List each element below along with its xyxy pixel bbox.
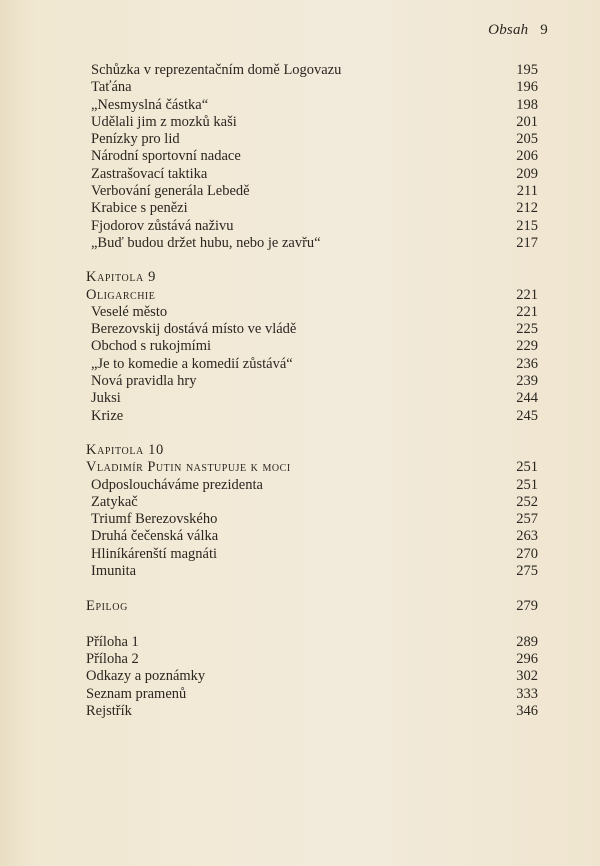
toc-entry: Schůzka v reprezentačním domě Logovazu 195 bbox=[91, 62, 538, 78]
toc-entry: Triumf Berezovského 257 bbox=[91, 511, 538, 528]
toc-entry: „Nesmyslná částka“ 198 bbox=[91, 96, 538, 113]
toc-entry: Odposloucháváme prezidenta 251 bbox=[91, 476, 538, 493]
toc-chapter-9 bbox=[86, 269, 538, 425]
toc-section-continued bbox=[86, 62, 538, 252]
toc-entry: Krize 245 bbox=[91, 407, 538, 424]
toc-entry: Penízky pro lid 205 bbox=[91, 131, 538, 148]
toc-entry: Rejstřík 346 bbox=[86, 702, 538, 719]
chapter-heading: Kapitola 10 bbox=[86, 441, 164, 458]
toc-epilog: Epilog 279 bbox=[86, 598, 538, 615]
toc-entry: „Buď budou držet hubu, nebo je zavřu“ 217 bbox=[91, 234, 538, 251]
chapter-title: Oligarchie 221 bbox=[86, 286, 538, 303]
toc-entry: Nová pravidla hry 239 bbox=[91, 373, 538, 390]
toc-entry: Krabice s penězi 212 bbox=[91, 200, 538, 217]
toc-entry: Hliníkárenští magnáti 270 bbox=[91, 545, 538, 562]
toc-entry: Druhá čečenská válka 263 bbox=[91, 528, 538, 545]
toc-entry: Obchod s rukojmími 229 bbox=[91, 338, 538, 355]
toc-entry: Příloha 2 296 bbox=[86, 650, 538, 667]
toc-entry: Juksi 244 bbox=[91, 390, 538, 407]
chapter-heading: Kapitola 9 bbox=[86, 269, 156, 286]
toc-back-matter bbox=[86, 634, 538, 720]
running-head-page-number: 9 bbox=[540, 22, 548, 38]
toc-entry: Zatykač 252 bbox=[91, 493, 538, 510]
toc-entry: Imunita 275 bbox=[91, 563, 538, 580]
table-of-contents bbox=[86, 62, 538, 720]
toc-chapter-10 bbox=[86, 442, 538, 580]
toc-entry: Fjodorov zůstává naživu 215 bbox=[91, 217, 538, 234]
toc-entry: Verbování generála Lebedě 211 bbox=[91, 183, 538, 200]
chapter-title: Vladimír Putin nastupuje k moci 251 bbox=[86, 459, 538, 476]
toc-entry: Veselé město 221 bbox=[91, 303, 538, 320]
toc-entry: Zastrašovací taktika 209 bbox=[91, 165, 538, 182]
toc-entry: Příloha 1 289 bbox=[86, 633, 538, 650]
toc-entry: „Je to komedie a komedií zůstává“ 236 bbox=[91, 355, 538, 372]
toc-entry: Odkazy a poznámky 302 bbox=[86, 668, 538, 685]
toc-entry: Berezovskij dostává místo ve vládě 225 bbox=[91, 321, 538, 338]
running-head-title: Obsah bbox=[488, 22, 529, 38]
toc-entry: Seznam pramenů 333 bbox=[86, 685, 538, 702]
toc-entry: Taťána 196 bbox=[91, 79, 538, 96]
toc-entry: Národní sportovní nadace 206 bbox=[91, 148, 538, 165]
toc-entry: Udělali jim z mozků kaši 201 bbox=[91, 113, 538, 130]
running-head bbox=[488, 22, 548, 39]
